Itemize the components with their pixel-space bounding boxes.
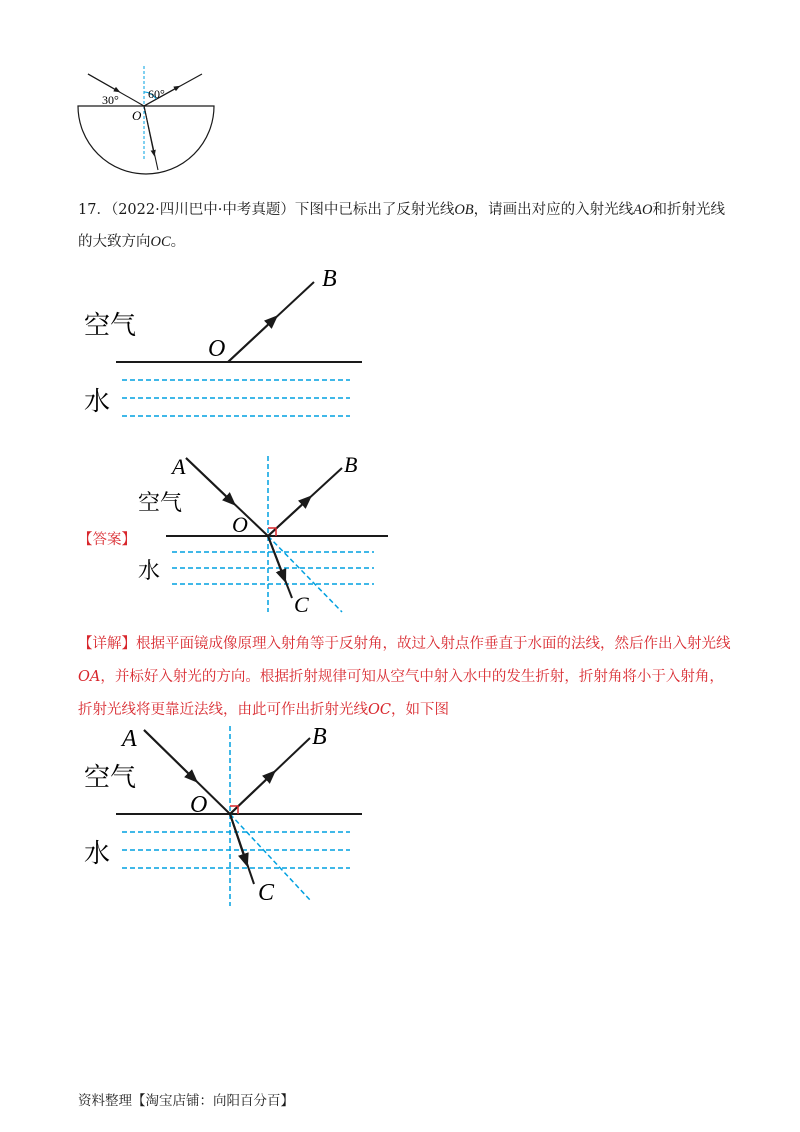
detail-explanation: 【详解】根据平面镜成像原理入射角等于反射角，故过入射点作垂直于水面的法线，然后作出入射光线OA，并标好入射光的方向。根据折射规律可知从空气中射入水中的发生折射，折射角将小于入射角，折射光线将更靠近法线，由此可作出折射光线OC，如下图	[78, 636, 731, 718]
question-diagram	[78, 258, 378, 428]
question-number: 17．	[78, 202, 111, 218]
explanation-diagram	[78, 724, 378, 914]
point-b: B	[312, 724, 327, 750]
water-label: 水	[84, 387, 111, 417]
point-a: A	[172, 454, 186, 479]
angle-60-label: 60°	[148, 87, 165, 101]
point-o: O	[190, 792, 208, 818]
water-label: 水	[84, 839, 111, 869]
detail-label: 【详解】	[78, 636, 136, 652]
point-o-label: O	[132, 108, 142, 123]
air-label: 空气	[138, 491, 183, 516]
point-c: C	[294, 592, 309, 617]
semicircle-refraction-figure	[70, 60, 230, 185]
answer-label: 【答案】	[78, 532, 136, 548]
point-b: B	[344, 452, 358, 477]
footer-source: 资料整理【淘宝店铺：向阳百分百】	[78, 1093, 294, 1109]
question-text: 17．（2022·四川巴中·中考真题）下图中已标出了反射光线OB，请画出对应的入射光线AO和折射光线 的大致方向OC。	[78, 202, 726, 250]
point-c: C	[258, 880, 275, 906]
angle-30-label: 30°	[102, 93, 119, 107]
point-o: O	[232, 512, 248, 537]
question-source: （2022·四川巴中·中考真题）	[110, 202, 295, 218]
water-label: 水	[138, 559, 161, 584]
point-a: A	[122, 726, 137, 752]
point-o: O	[208, 336, 226, 362]
air-label: 空气	[84, 763, 137, 793]
point-b: B	[322, 266, 337, 292]
air-label: 空气	[84, 311, 137, 341]
answer-diagram	[134, 452, 394, 622]
